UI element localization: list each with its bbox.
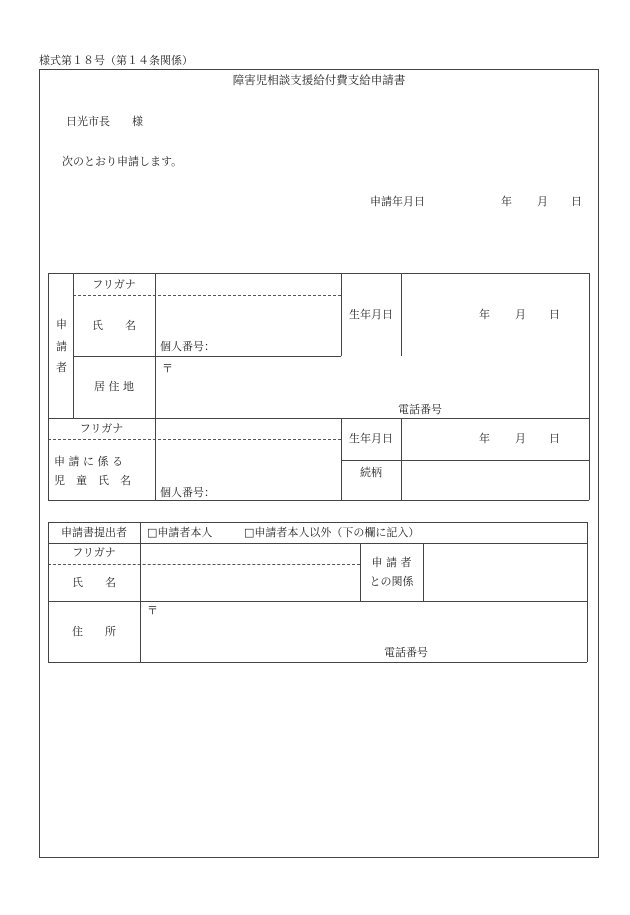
submitter-furigana-label: フリガナ xyxy=(72,546,116,559)
applicant-section-char-3: 者 xyxy=(56,361,67,374)
submitter-label: 申請書提出者 xyxy=(61,526,127,539)
child-mynumber-label: 個人番号： xyxy=(160,486,215,499)
application-date-year: 年 xyxy=(501,195,512,208)
form-title: 障害児相談支援給付費支給申請書 xyxy=(232,73,406,87)
child-relation-label: 続柄 xyxy=(360,466,382,479)
submitter-option-other[interactable]: □申請者本人以外（下の欄に記入） xyxy=(244,526,420,539)
applicant-address-label: 居 住 地 xyxy=(94,380,134,393)
submitter-name-label: 氏 名 xyxy=(72,576,116,589)
child-name-label-line1: 申 請 に 係 る xyxy=(54,455,123,468)
child-furigana-label: フリガナ xyxy=(79,422,124,435)
child-birth-label: 生年月日 xyxy=(349,432,393,445)
application-date-day: 日 xyxy=(571,195,582,208)
form-number: 様式第１８号（第１４条関係） xyxy=(39,54,193,67)
addressee: 日光市長 様 xyxy=(66,115,143,128)
application-date-label: 申請年月日 xyxy=(370,195,425,208)
child-birth-year: 年 xyxy=(479,432,490,445)
submitter-postal-mark: 〒 xyxy=(147,604,158,617)
applicant-birth-label: 生年月日 xyxy=(349,308,393,321)
applicant-phone-label: 電話番号 xyxy=(398,403,442,416)
submitter-relation-label-line2: との関係 xyxy=(369,575,414,588)
applicant-furigana-label: フリガナ xyxy=(92,278,136,291)
applicant-section-char-2: 請 xyxy=(56,340,67,353)
submitter-option-self[interactable]: □申請者本人 xyxy=(147,526,213,539)
child-name-label-line2: 児 童 氏 名 xyxy=(54,474,131,487)
submitter-address-label: 住 所 xyxy=(72,625,116,638)
applicant-birth-day: 日 xyxy=(549,308,560,321)
application-date-month: 月 xyxy=(537,195,548,208)
form-frame xyxy=(39,69,599,858)
applicant-birth-month: 月 xyxy=(515,308,526,321)
submitter-phone-label: 電話番号 xyxy=(384,646,428,659)
intro-text: 次のとおり申請します。 xyxy=(62,155,183,168)
applicant-mynumber-label: 個人番号： xyxy=(160,340,215,353)
child-birth-day: 日 xyxy=(549,432,560,445)
applicant-postal-mark: 〒 xyxy=(162,362,173,375)
child-birth-month: 月 xyxy=(515,432,526,445)
applicant-name-label: 氏 名 xyxy=(92,319,136,332)
applicant-section-char-1: 申 xyxy=(56,318,67,331)
applicant-birth-year: 年 xyxy=(479,308,490,321)
submitter-relation-label-line1: 申 請 者 xyxy=(371,556,412,569)
